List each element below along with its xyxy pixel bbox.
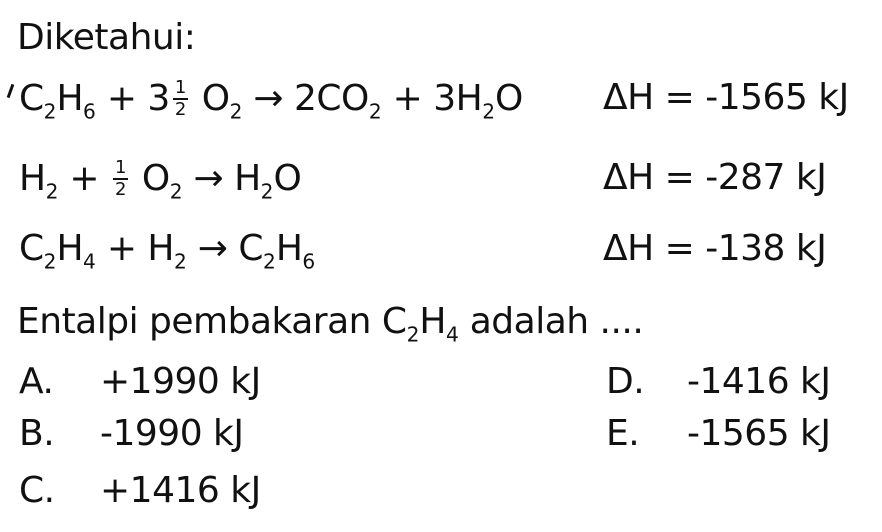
reaction-3-c2-sub: 2 <box>263 249 276 274</box>
option-d-value: -1416 kJ <box>687 361 831 402</box>
question-h: H <box>419 301 446 342</box>
question-prefix: Entalpi pembakaran C <box>17 301 407 342</box>
reaction-3-equation <box>19 228 316 274</box>
reaction-2-equation <box>19 156 302 204</box>
reaction-1-o-sub: 2 <box>229 99 243 124</box>
reaction-3-c: C <box>19 228 44 269</box>
option-e-letter: E. <box>606 413 640 454</box>
reaction-1-arrow-product: → 2CO <box>242 78 369 119</box>
reaction-3-h6-sub: 6 <box>302 249 316 274</box>
reaction-2-arrow-product: → H <box>182 158 261 199</box>
reaction-1-h: H <box>56 78 84 119</box>
reaction-2-h: H <box>19 158 46 199</box>
option-c-value: +1416 kJ <box>100 470 261 511</box>
reaction-3-delta-h: ΔH = -138 kJ <box>603 228 827 269</box>
reaction-3-plus-h: + H <box>95 228 174 269</box>
reaction-1-c-sub: 2 <box>43 99 57 124</box>
reaction-1-h-sub: 6 <box>83 99 96 124</box>
question-h-sub: 4 <box>445 322 459 347</box>
heading: Diketahui: <box>17 17 196 58</box>
reaction-2-frac-num: 1 <box>114 156 126 178</box>
reaction-1-h2o-sub: 2 <box>482 99 496 124</box>
reaction-3-h2-sub: 2 <box>174 249 187 274</box>
reaction-3-h: H <box>56 228 84 269</box>
option-a-value: +1990 kJ <box>100 361 261 402</box>
reaction-1-fraction <box>173 76 188 120</box>
reaction-2-fraction <box>113 156 128 200</box>
option-d-letter: D. <box>606 361 645 402</box>
reaction-1-frac-num: 1 <box>174 76 186 98</box>
reaction-2-frac-den: 2 <box>114 178 126 200</box>
stray-tick-mark <box>7 84 15 98</box>
option-e-value: -1565 kJ <box>687 413 831 454</box>
reaction-1-co2-sub: 2 <box>368 99 382 124</box>
reaction-2-plus: + <box>58 158 110 199</box>
reaction-1-c: C <box>19 78 44 119</box>
reaction-1-equation <box>19 76 523 124</box>
option-b-value: -1990 kJ <box>100 413 244 454</box>
reaction-2-o-end: O <box>273 158 302 199</box>
reaction-1-frac-den: 2 <box>174 98 186 120</box>
question-suffix: adalah .... <box>458 301 644 342</box>
reaction-2-h-sub: 2 <box>45 179 59 204</box>
reaction-3-arrow-c: → C <box>186 228 264 269</box>
reaction-2-o-sub: 2 <box>169 179 183 204</box>
reaction-2-h2o-sub: 2 <box>260 179 274 204</box>
reaction-1-o: O <box>190 78 230 119</box>
reaction-2-o: O <box>130 158 170 199</box>
option-a-letter: A. <box>19 361 54 402</box>
reaction-1-delta-h: ΔH = -1565 kJ <box>603 77 849 118</box>
reaction-3-c-sub: 2 <box>43 249 57 274</box>
reaction-3-h-sub: 4 <box>83 249 96 274</box>
reaction-1-plus-h: + 3H <box>381 78 483 119</box>
question-c-sub: 2 <box>406 322 420 347</box>
reaction-3-product-h: H <box>275 228 303 269</box>
option-b-letter: B. <box>19 413 55 454</box>
question-text <box>17 301 644 347</box>
reaction-1-plus-coef: + 3 <box>95 78 170 119</box>
option-c-letter: C. <box>19 470 55 511</box>
reaction-2-delta-h: ΔH = -287 kJ <box>603 157 827 198</box>
reaction-1-o-end: O <box>495 78 523 119</box>
